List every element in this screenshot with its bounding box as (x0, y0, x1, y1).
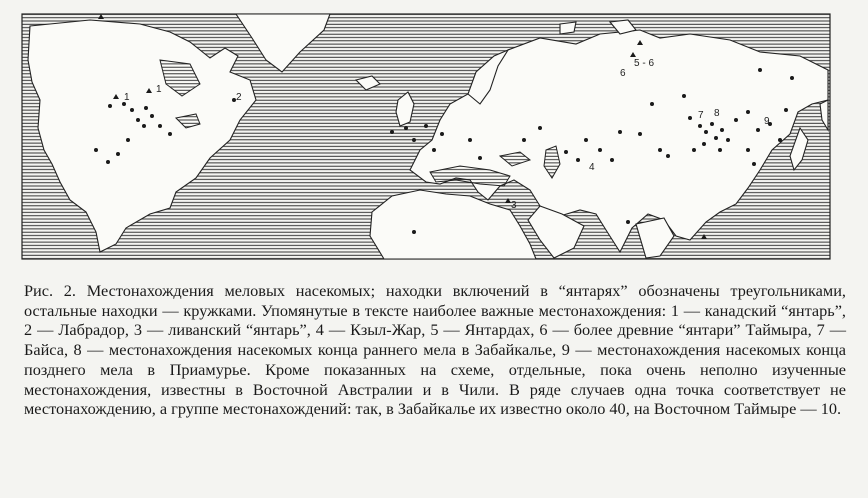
find-circle (404, 126, 408, 130)
find-circle (130, 108, 134, 112)
find-circle (106, 160, 110, 164)
find-circle (758, 68, 762, 72)
find-circle (702, 142, 706, 146)
find-circle (144, 106, 148, 110)
map-label: 9 (764, 116, 770, 127)
map-label: 8 (714, 108, 720, 119)
find-circle (412, 138, 416, 142)
map-label: 3 (511, 200, 517, 211)
find-circle (598, 148, 602, 152)
find-circle (746, 148, 750, 152)
find-circle (440, 132, 444, 136)
find-circle (638, 132, 642, 136)
find-circle (746, 110, 750, 114)
map-label: 1 (156, 84, 162, 95)
find-circle (658, 148, 662, 152)
find-circle (412, 230, 416, 234)
find-circle (522, 138, 526, 142)
find-circle (94, 148, 98, 152)
find-circle (698, 124, 702, 128)
find-circle (168, 132, 172, 136)
find-circle (790, 76, 794, 80)
find-circle (784, 108, 788, 112)
find-circle (424, 124, 428, 128)
find-circle (650, 102, 654, 106)
find-circle (432, 148, 436, 152)
find-circle (710, 122, 714, 126)
find-circle (720, 128, 724, 132)
map-label: 2 (236, 92, 242, 103)
map-label: 7 (698, 110, 704, 121)
find-circle (610, 158, 614, 162)
map-label: 5 - 6 (634, 58, 655, 69)
find-circle (478, 156, 482, 160)
find-circle (692, 148, 696, 152)
find-circle (704, 130, 708, 134)
map-label: 4 (589, 162, 595, 173)
find-circle (576, 158, 580, 162)
find-circle (666, 154, 670, 158)
find-circle (682, 94, 686, 98)
find-circle (626, 220, 630, 224)
find-circle (142, 124, 146, 128)
find-circle (468, 138, 472, 142)
find-circle (584, 138, 588, 142)
caption-text: Рис. 2. Местонахождения меловых насекомых; находки включений в “янтарях” обозначены треугольниками, остальные находки — кружками. Упомянутые в тексте наиболее важные местонахождения: 1 — канадский “янтарь”, 2 — Лабрадор, 3 — ливанский “янтарь”, 4 — Кзыл-Жар, 5 — Янтардах, 6 — более древние “янтари” Таймыра, 7 — Байса, 8 — местонахождения насекомых конца раннего мела в Забайкалье, 9 — местонахождения насекомых конца позднего мела в Приамурье. Кроме показанных на схеме, отдельные, пока очень неполно изученные местонахождения, известны в Восточной Австралии и в Чили. В ряде случаев одна точка соответствует не местонахождению, а группе местонахождений: так, в Забайкалье их известно около 40, на Восточном Таймыре — 10. (24, 281, 846, 419)
find-circle (126, 138, 130, 142)
find-circle (618, 130, 622, 134)
find-circle (150, 114, 154, 118)
find-circle (108, 104, 112, 108)
figure-caption (24, 281, 846, 419)
find-circle (752, 162, 756, 166)
find-circle (714, 136, 718, 140)
find-circle (390, 130, 394, 134)
find-circle (564, 150, 568, 154)
find-circle (116, 152, 120, 156)
find-circle (538, 126, 542, 130)
find-circle (756, 128, 760, 132)
find-circle (726, 138, 730, 142)
map-label: 1 (124, 92, 130, 103)
map-label: 6 (620, 68, 626, 79)
find-circle (718, 148, 722, 152)
find-circle (136, 118, 140, 122)
find-circle (688, 116, 692, 120)
find-circle (158, 124, 162, 128)
find-circle (778, 138, 782, 142)
find-circle (734, 118, 738, 122)
